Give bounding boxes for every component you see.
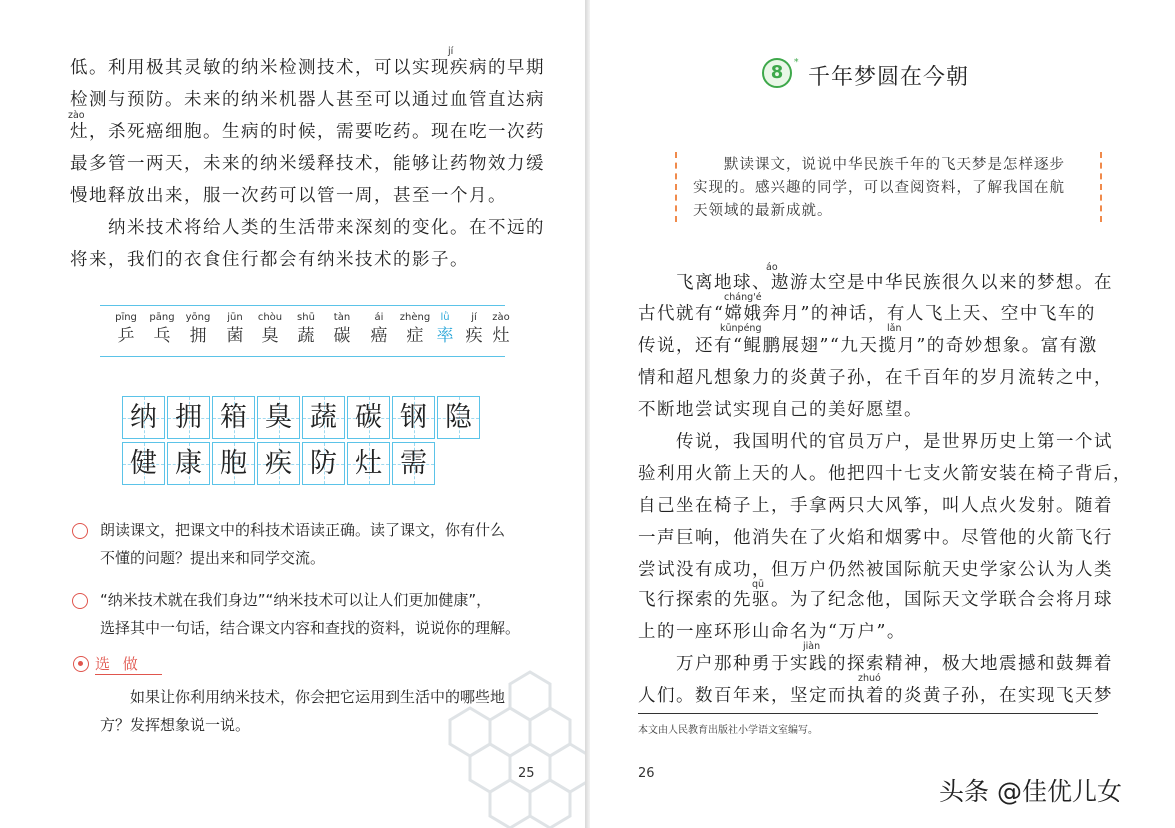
pinyin-word-table bbox=[100, 305, 510, 357]
pinyin-table-pinyin: zào bbox=[492, 312, 510, 323]
pinyin-table-pinyin: yōng bbox=[185, 312, 211, 323]
optional-activity-line: 方？发挥想象说一说。 bbox=[100, 716, 251, 734]
paragraph-line: 低。利用极其灵敏的纳米检测技术，可以实现疾病的早期 bbox=[70, 58, 545, 78]
character-grid-cell bbox=[302, 396, 345, 439]
paragraph-line: 传说，我国明代的官员万户，是世界历史上第一个试 bbox=[638, 432, 1113, 452]
character-grid-char: 蔬 bbox=[310, 402, 337, 433]
pinyin-table-cell bbox=[144, 312, 180, 348]
footnote: 本文由人民教育出版社小学语文室编写。 bbox=[638, 725, 818, 736]
pinyin-table-character: 率 bbox=[436, 326, 454, 346]
character-grid-char: 碳 bbox=[355, 402, 382, 433]
optional-activity-icon bbox=[73, 656, 89, 672]
paragraph-line: 飞离地球、遨游太空是中华民族很久以来的梦想。在 bbox=[638, 273, 1113, 293]
character-grid-char: 胞 bbox=[220, 448, 247, 479]
pinyin-table-character: 蔬 bbox=[297, 326, 315, 346]
pinyin-table-cell bbox=[483, 312, 519, 348]
pinyin-table-cell bbox=[361, 312, 397, 348]
paragraph-line: 灶，杀死癌细胞。生病的时候，需要吃药。现在吃一次药 bbox=[70, 122, 545, 142]
pinyin-table-cell bbox=[252, 312, 288, 348]
paragraph-line: 最多管一两天，未来的纳米缓释技术，能够让药物效力缓 bbox=[70, 154, 545, 174]
exercise-2-line: 选择其中一句话，结合课文内容和查找的资料，说说你的理解。 bbox=[100, 619, 521, 637]
character-grid-char: 防 bbox=[310, 448, 337, 479]
exercise-bullet-icon bbox=[72, 593, 88, 609]
pinyin-table-character: 乒 bbox=[117, 326, 135, 346]
paragraph-line: 纳米技术将给人类的生活带来深刻的变化。在不远的 bbox=[70, 218, 545, 238]
character-grid-char: 健 bbox=[130, 448, 157, 479]
pinyin-annotation: jiàn bbox=[803, 641, 821, 652]
pinyin-table-pinyin: pīng bbox=[115, 312, 137, 323]
pinyin-table-cell bbox=[108, 312, 144, 348]
pinyin-annotation: cháng'é bbox=[724, 292, 762, 303]
character-grid-char: 疾 bbox=[265, 448, 292, 479]
character-grid-char: 箱 bbox=[220, 402, 247, 433]
pinyin-table-character: 乓 bbox=[153, 326, 171, 346]
lesson-title: 千年梦圆在今朝 bbox=[808, 65, 970, 90]
lesson-star: * bbox=[794, 58, 799, 68]
exercise-1-line: 不懂的问题？提出来和同学交流。 bbox=[100, 549, 326, 567]
pinyin-annotation: lǎn bbox=[887, 323, 902, 334]
pinyin-table-pinyin: chòu bbox=[257, 312, 283, 323]
paragraph-line: 验利用火箭上天的人。他把四十七支火箭安装在椅子背后， bbox=[638, 464, 1132, 484]
footnote-rule bbox=[638, 713, 1098, 714]
character-grid-char: 康 bbox=[175, 448, 202, 479]
paragraph-line: 一声巨响，他消失在了火焰和烟雾中。尽管他的火箭飞行 bbox=[638, 528, 1113, 548]
character-grid-cell bbox=[212, 442, 255, 485]
character-grid-cell bbox=[257, 442, 300, 485]
guide-line: 天领域的最新成就。 bbox=[693, 203, 833, 219]
character-grid-char: 灶 bbox=[355, 448, 382, 479]
pinyin-table-pinyin: tàn bbox=[333, 312, 351, 323]
character-grid-cell bbox=[392, 442, 435, 485]
pinyin-table-pinyin: zhèng bbox=[399, 312, 431, 323]
paragraph-line: 人们。数百年来，坚定而执着的炎黄子孙，在实现飞天梦 bbox=[638, 686, 1113, 706]
paragraph-line: 将来，我们的衣食住行都会有纳米技术的影子。 bbox=[70, 250, 469, 270]
pinyin-table-character: 疾 bbox=[465, 326, 483, 346]
exercise-2-line: “纳米技术就在我们身边”“纳米技术可以让人们更加健康”， bbox=[100, 591, 492, 609]
character-grid-cell bbox=[122, 442, 165, 485]
page-number: 25 bbox=[518, 766, 535, 781]
nano-hexagon-decoration bbox=[420, 660, 585, 828]
character-grid-cell bbox=[347, 442, 390, 485]
character-grid-cell bbox=[122, 396, 165, 439]
paragraph-line: 古代就有“嫦娥奔月”的神话，有人飞上天、空中飞车的 bbox=[638, 304, 1096, 324]
pinyin-table-cell bbox=[180, 312, 216, 348]
guide-line: 实现的。感兴趣的同学，可以查阅资料，了解我国在航 bbox=[693, 180, 1065, 196]
paragraph-line: 自己坐在椅子上，手拿两只大风筝，叫人点火发射。随着 bbox=[638, 496, 1113, 516]
pinyin-table-character: 菌 bbox=[226, 326, 244, 346]
pinyin-annotation: kūnpéng bbox=[720, 323, 762, 334]
pinyin-table-pinyin: jūn bbox=[227, 312, 243, 323]
reading-guide-box bbox=[675, 152, 1102, 222]
paragraph-line: 上的一座环形山命名为“万户”。 bbox=[638, 622, 906, 642]
paragraph-line: 传说，还有“鲲鹏展翅”“九天揽月”的奇妙想象。富有激 bbox=[638, 336, 1098, 356]
character-grid-char: 钢 bbox=[400, 402, 427, 433]
optional-activity-heading bbox=[73, 653, 162, 675]
left-page bbox=[0, 0, 585, 828]
right-page bbox=[590, 0, 1175, 828]
character-grid-char: 纳 bbox=[130, 402, 157, 433]
character-grid-char: 隐 bbox=[445, 402, 472, 433]
pinyin-table-pinyin: shū bbox=[297, 312, 315, 323]
paragraph-line: 万户那种勇于实践的探索精神，极大地震撼和鼓舞着 bbox=[638, 654, 1113, 674]
pinyin-annotation: qū bbox=[752, 579, 765, 590]
character-grid-char: 需 bbox=[400, 448, 427, 479]
pinyin-annotation: áo bbox=[766, 262, 778, 273]
character-grid-cell bbox=[167, 396, 210, 439]
character-grid-cell bbox=[437, 396, 480, 439]
paragraph-line: 情和超凡想象力的炎黄子孙，在千百年的岁月流转之中， bbox=[638, 368, 1113, 388]
exercise-bullet-icon bbox=[72, 523, 88, 539]
exercise-1-line: 朗读课文，把课文中的科技术语读正确。读了课文，你有什么 bbox=[100, 521, 506, 539]
character-grid-char: 臭 bbox=[265, 402, 292, 433]
character-grid-cell bbox=[212, 396, 255, 439]
pinyin-table-character: 癌 bbox=[370, 326, 388, 346]
paragraph-line: 检测与预防。未来的纳米机器人甚至可以通过血管直达病 bbox=[70, 90, 545, 110]
pinyin-table-pinyin: pāng bbox=[149, 312, 175, 323]
pinyin-table-cell bbox=[288, 312, 324, 348]
pinyin-table-cell bbox=[217, 312, 253, 348]
page-number: 26 bbox=[638, 766, 655, 781]
character-grid-cell bbox=[302, 442, 345, 485]
paragraph-line: 慢地释放出来，服一次药可以管一周，甚至一个月。 bbox=[70, 186, 507, 206]
paragraph-line: 不断地尝试实现自己的美好愿望。 bbox=[638, 400, 923, 420]
pinyin-annotation: zhuó bbox=[858, 673, 881, 684]
pinyin-table-character: 碳 bbox=[333, 326, 351, 346]
guide-line: 默读课文，说说中华民族千年的飞天梦是怎样逐步 bbox=[693, 157, 1065, 173]
paragraph-line: 飞行探索的先驱。为了纪念他，国际天文学联合会将月球 bbox=[638, 590, 1113, 610]
optional-activity-label: 选 做 bbox=[95, 653, 162, 675]
watermark: 头条 @佳优儿女 bbox=[935, 772, 1126, 808]
pinyin-table-character: 灶 bbox=[492, 326, 510, 346]
pinyin-annotation: jí bbox=[448, 46, 454, 57]
lesson-number-badge: 8 bbox=[762, 58, 792, 88]
pinyin-annotation: zào bbox=[68, 110, 85, 121]
pinyin-table-character: 拥 bbox=[189, 326, 207, 346]
optional-activity-line: 如果让你利用纳米技术，你会把它运用到生活中的哪些地 bbox=[100, 688, 506, 706]
pinyin-table-character: 症 bbox=[406, 326, 424, 346]
paragraph-line: 尝试没有成功，但万户仍然被国际航天史学家公认为人类 bbox=[638, 560, 1113, 580]
character-grid-cell bbox=[167, 442, 210, 485]
pinyin-table-cell bbox=[324, 312, 360, 348]
character-grid-cell bbox=[257, 396, 300, 439]
pinyin-table-pinyin: ái bbox=[374, 312, 384, 323]
character-grid-cell bbox=[392, 396, 435, 439]
pinyin-table-character: 臭 bbox=[261, 326, 279, 346]
pinyin-table-pinyin: jí bbox=[471, 312, 477, 323]
pinyin-table-pinyin: lǜ bbox=[440, 312, 450, 323]
character-grid-cell bbox=[347, 396, 390, 439]
character-grid-char: 拥 bbox=[175, 402, 202, 433]
